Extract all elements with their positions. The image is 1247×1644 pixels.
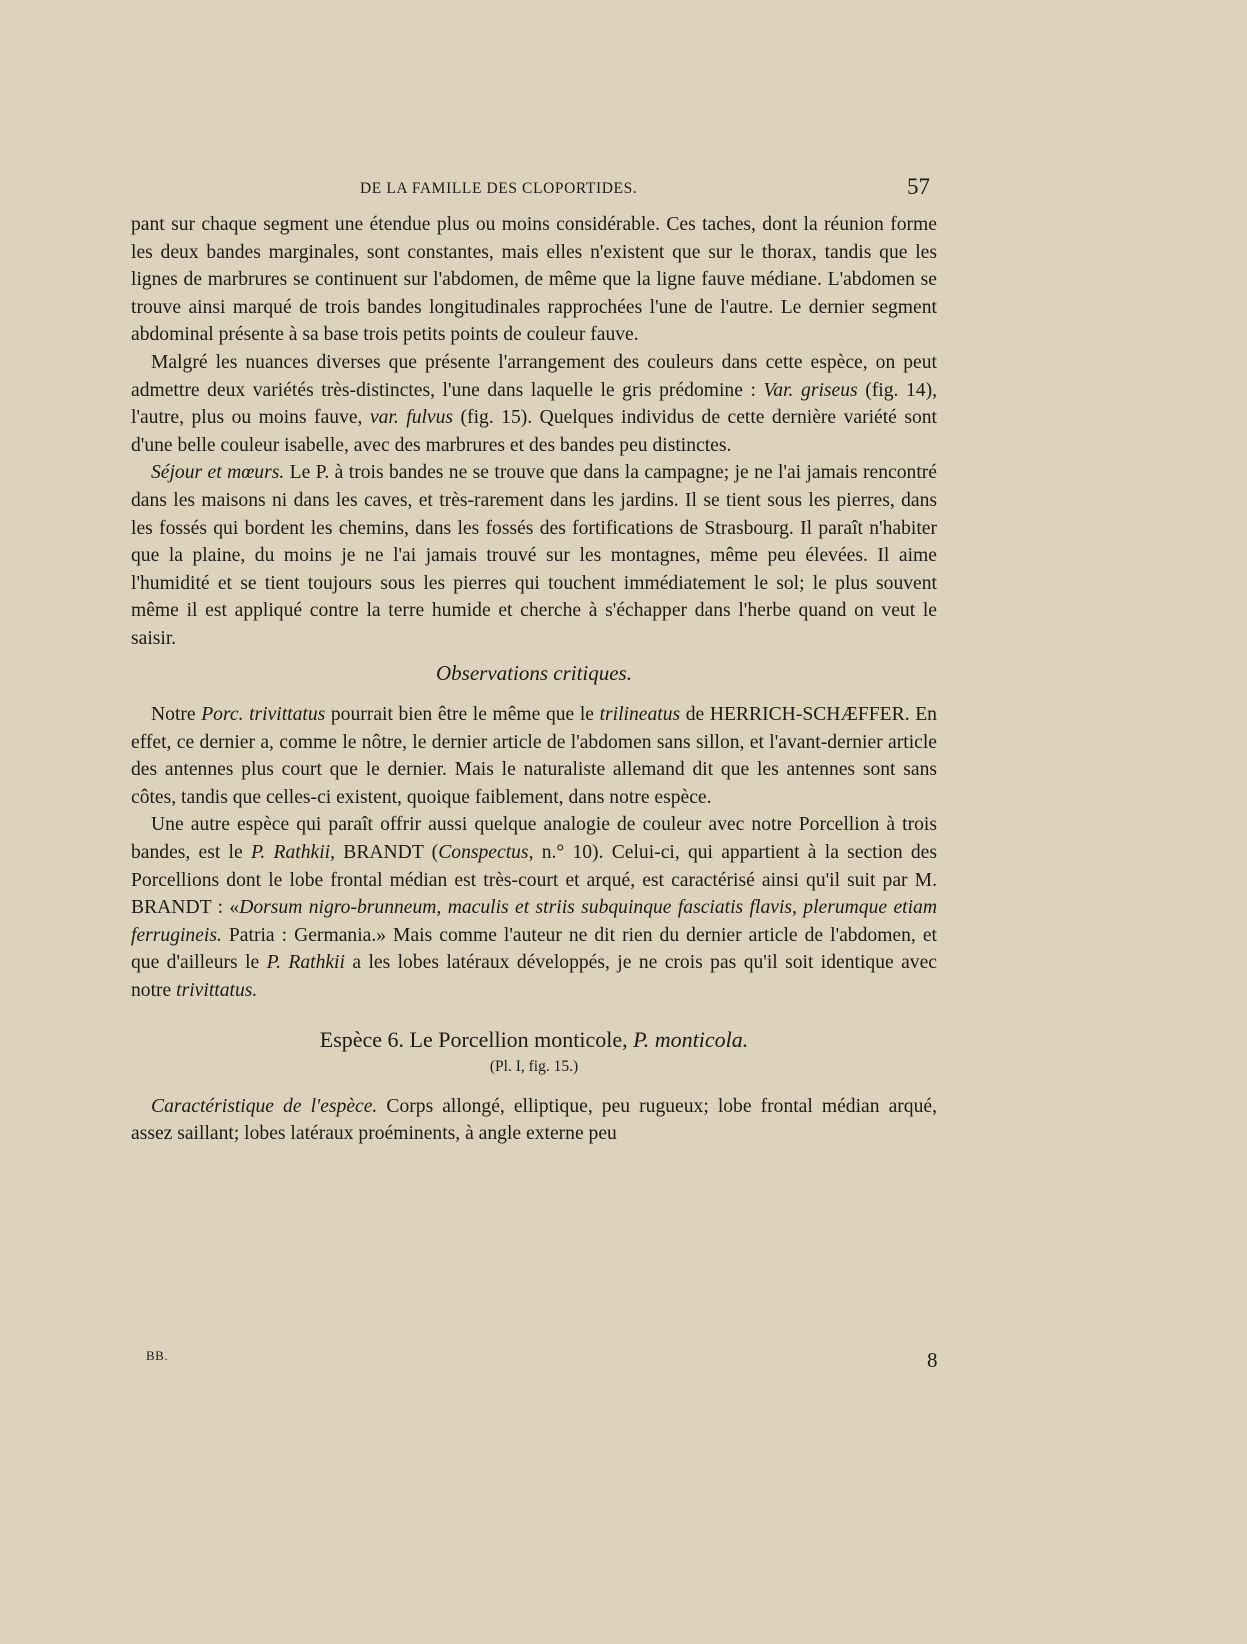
text-run: , BRANDT ( [330,842,439,864]
page-number: 57 [907,174,930,199]
text-run: Corps allongé, elliptique, peu rugueux; lobe frontal médian arqué, assez saillant; lobes latéraux proéminents, à angle externe peu [131,1095,937,1145]
species-name: P. Rathkii [250,842,331,864]
paragraph-comparison [131,811,937,1004]
text-run: Le P. à trois bandes ne se trouve que dans la campagne; je ne l'ai jamais rencontré dans les maisons ni dans les caves, et très-rarement dans les jardins. Il se tient sous les pierres, dans les fossés qui bordent les chemins, dans les fossés des fortifications de Strasbourg. Il paraît n'habiter que la plaine, du moins je ne l'ai jamais trouvé sur les montagnes, même peu élevées. Il aime l'humidité et se tient toujours sous les pierres qui touchent immédiatement le sol; le plus souvent même il est appliqué contre la terre humide et cherche à s'échapper dans l'herbe quand on veut le saisir. [131,462,937,649]
text-run: Notre [151,704,196,726]
text-run: (fig. 14), l'autre, plus ou moins fauve, [131,379,937,429]
footer-mark: BB. [146,1348,169,1363]
text-run: pourrait bien être le même que le [330,704,594,726]
species-name: trivittatus. [176,980,258,1002]
text-run: , n.° 10). Celui-ci, qui appartient à la section des Porcellions dont le lobe frontal médian est très-court et arqué, est caractérisé ainsi qu'il suit par M. BRANDT : « [131,842,937,919]
variety-name: var. fulvus [369,407,454,429]
paragraph-habitat [131,459,937,652]
running-title: DE LA FAMILLE DES CLOPORTIDES. [360,180,638,197]
paragraph-lead: Caractéristique de l'espèce. [151,1095,378,1117]
paragraph-characteristics [131,1093,937,1148]
paragraph-continued: pant sur chaque segment une étendue plus ou moins considérable. Ces taches, dont la réunion forme les deux bandes marginales, sont constantes, mais elles n'existent que sur le thorax, tandis que les lignes de marbrures se continuent sur l'abdomen, de même que la ligne fauve médiane. L'abdomen se trouve ainsi marqué de trois bandes longitudinales rapprochées l'une de l'autre. Le dernier segment abdominal présente à sa base trois petits points de couleur fauve. [131,214,937,346]
section-title: Observations critiques. [436,660,632,685]
text-run: Une autre espèce qui paraît offrir aussi quelque analogie de couleur avec notre Porcellion à trois bandes, est le [131,814,937,864]
page-footer [146,1348,938,1372]
body-text [131,211,937,1148]
text-run: Patria : Germania.» Mais comme l'auteur ne dit rien du dernier article de l'abdomen, et que d'ailleurs le [131,924,937,974]
text-run: Malgré les nuances diverses que présente l'arrangement des couleurs dans cette espèce, on peut admettre deux variétés très-distinctes, l'une dans laquelle le gris prédomine : [131,351,937,401]
species-heading [131,1026,937,1054]
species-heading-text: Espèce 6. Le Porcellion monticole, [319,1026,628,1052]
text-run: (fig. 15). Quelques individus de cette dernière variété sont d'une belle couleur isabelle, avec des marbrures et des bandes peu distinctes. [131,407,938,456]
latin-quote: Dorsum nigro-brunneum, maculis et striis subquinque fasciatis flavis, plerumque etiam ferrugineis. [131,897,937,946]
species-name: P. Rathkii [266,952,345,974]
plate-reference: (Pl. I, fig. 15.) [489,1058,579,1076]
paragraph-varieties [131,349,937,459]
species-name: P. monticola. [633,1026,749,1052]
paragraph-lead: Séjour et mœurs. [151,462,285,484]
text-run: de HERRICH-SCHÆFFER. En effet, ce dernier a, comme le nôtre, le dernier article de l'abdomen sans sillon, et l'avant-dernier article des antennes plus court que le dernier. Mais le naturaliste allemand dit que les antennes sont sans côtes, tandis que celles-ci existent, quoique faiblement, dans notre espèce. [131,704,937,808]
species-name: trilineatus [599,704,681,726]
paragraph-observations [131,701,937,811]
text-run: a les lobes latéraux développés, je ne crois pas qu'il soit identique avec notre [131,952,937,1002]
reference-title: Conspectus [438,842,529,864]
species-name: Porc. trivittatus [201,704,326,726]
page-header [360,174,930,199]
signature-number: 8 [927,1348,938,1372]
variety-name: Var. griseus [763,379,858,401]
